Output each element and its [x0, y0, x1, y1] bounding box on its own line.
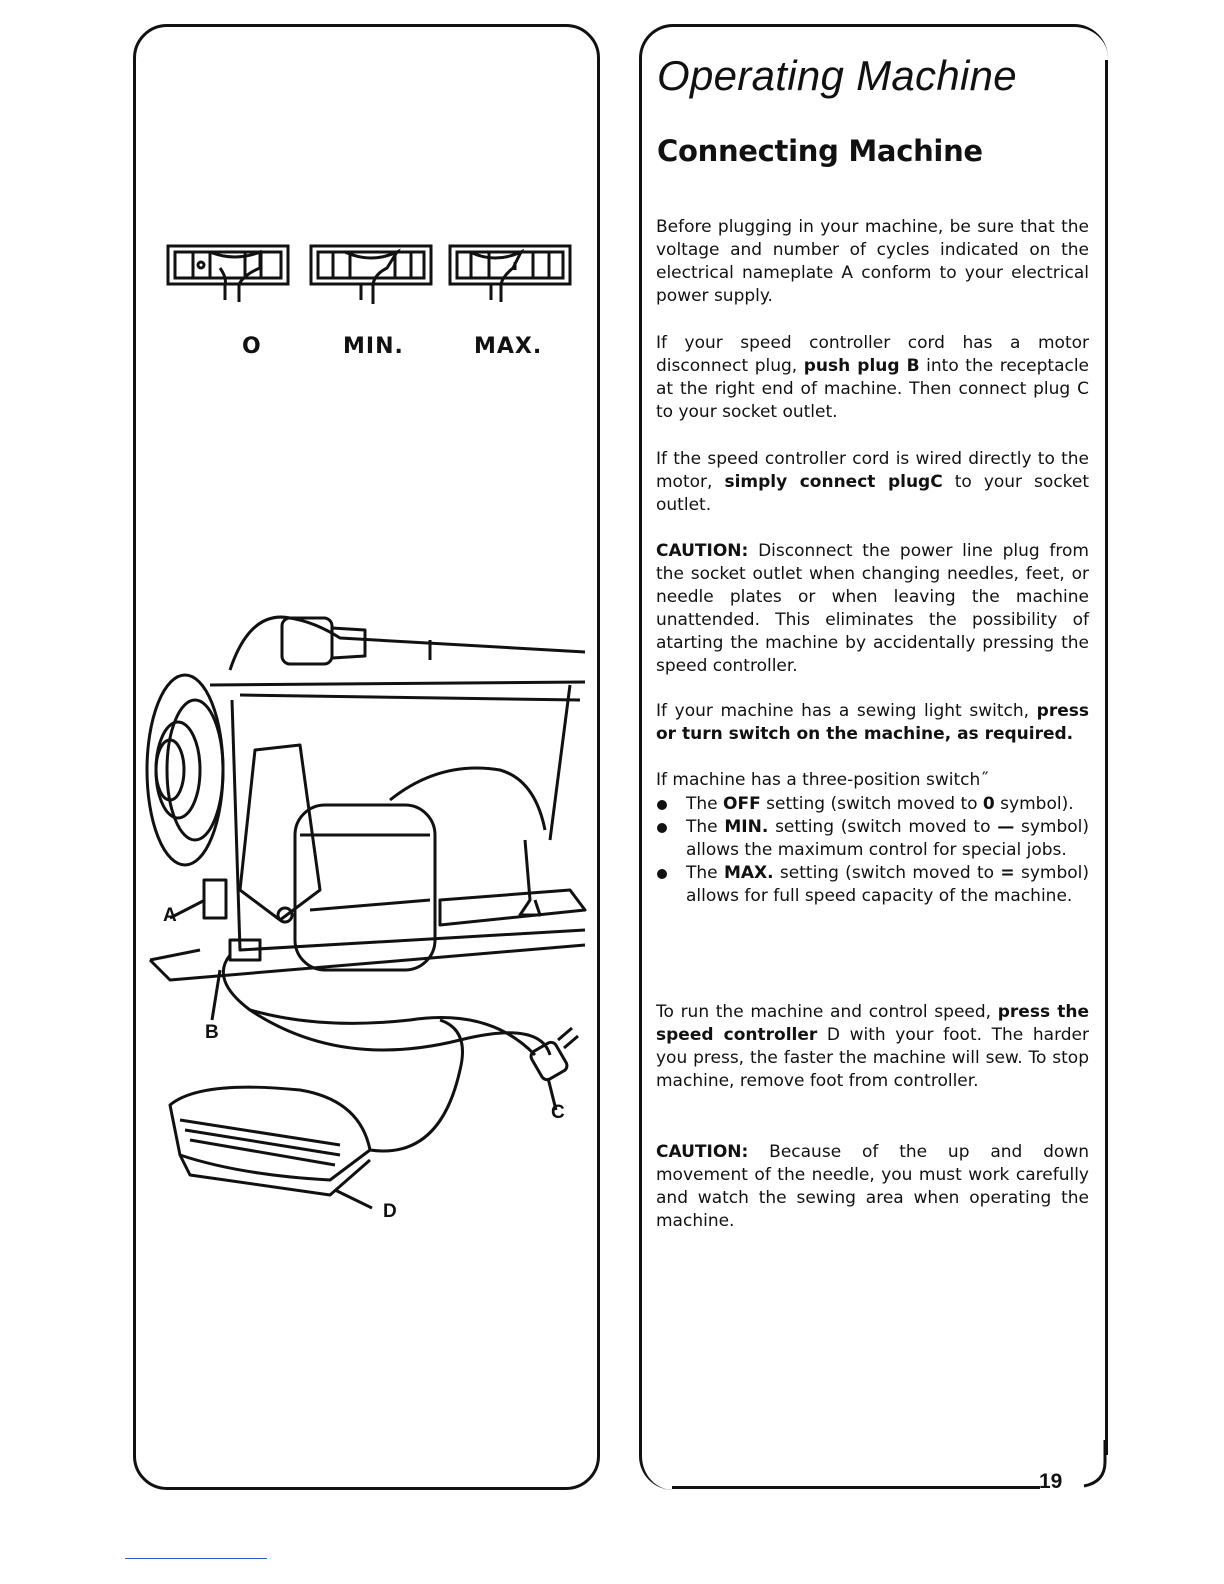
paragraph-three-position: If machine has a three-position switch˝ — [656, 770, 989, 790]
text-run: symbol) allows for full speed capacity of the machine. — [686, 863, 1090, 906]
text-run: setting (switch moved to — [766, 794, 978, 814]
setting-symbol: = — [1000, 863, 1015, 883]
text-run: symbol). — [1000, 794, 1074, 814]
setting-name: MIN. — [724, 817, 769, 837]
paragraph-run-machine — [656, 1001, 1089, 1093]
panel-corner-curl — [1064, 1440, 1108, 1490]
emphasis-text: simply connect plugC — [724, 472, 943, 492]
callout-b: B — [205, 1022, 219, 1043]
setting-symbol: — — [997, 817, 1015, 837]
section-heading: Connecting Machine — [657, 134, 983, 168]
text-run: If your speed controller cord has a motor disconnect plug, — [656, 333, 1089, 376]
switch-label-off: O — [242, 334, 262, 359]
callout-c: C — [551, 1102, 565, 1123]
text-run: into the receptacle at the right end of machine. Then connect plug C to your socket outlet. — [656, 356, 1090, 422]
text-run: to your socket outlet. — [656, 472, 1090, 515]
caution-label: CAUTION: — [656, 1142, 749, 1162]
paragraph-voltage: Before plugging in your machine, be sure that the voltage and number of cycles indicated on the electrical nameplate A conform to your electrical power supply. — [656, 217, 1089, 306]
emphasis-text: press the speed controller — [656, 1002, 1090, 1045]
switch-positions-illustration — [165, 238, 580, 310]
footer-rule — [125, 1558, 267, 1559]
text-run: If the speed controller cord is wired directly to the motor, — [656, 449, 1089, 492]
page-title: Operating Machine — [657, 52, 1017, 99]
switch-label-min: MIN. — [343, 334, 404, 359]
emphasis-text: push plug B — [803, 356, 920, 376]
callout-a: A — [163, 905, 177, 926]
callout-d: D — [383, 1201, 397, 1222]
text-run: The — [686, 817, 718, 837]
panel-border — [1105, 60, 1108, 1455]
text-run: The — [686, 863, 718, 883]
setting-symbol: 0 — [982, 794, 995, 814]
caution-label: CAUTION: — [656, 541, 749, 561]
page-number: 19 — [1039, 1470, 1063, 1493]
text-run: D with your foot. The harder you press, the faster the machine will sew. To stop machine, remove foot from controller. — [656, 1025, 1089, 1091]
list-item-min — [656, 816, 1089, 862]
text-run: If your machine has a sewing light switch, — [656, 701, 1030, 721]
setting-name: OFF — [723, 794, 761, 814]
paragraph-light-switch — [656, 700, 1089, 746]
emphasis-text: press or turn switch on the machine, as required. — [656, 701, 1089, 744]
list-item-off — [656, 793, 1089, 816]
text-run: symbol) allows the maximum control for special jobs. — [686, 817, 1090, 860]
switch-label-max: MAX. — [474, 334, 543, 359]
paragraph-disconnect-plug — [656, 332, 1089, 424]
text-run: Because of the up and down movement of the needle, you must work carefully and watch the sewing area when operating the machine. — [656, 1142, 1090, 1231]
paragraph-caution-needle — [656, 1141, 1089, 1233]
paragraph-wired-directly — [656, 448, 1089, 517]
text-run: setting (switch moved to — [779, 863, 995, 883]
setting-name: MAX. — [723, 863, 774, 883]
text-run: setting (switch moved to — [775, 817, 991, 837]
list-item-max — [656, 862, 1089, 908]
bullet-icon — [657, 800, 667, 810]
bullet-icon — [657, 823, 667, 833]
paragraph-caution-disconnect — [656, 540, 1089, 678]
text-run: Disconnect the power line plug from the socket outlet when changing needles, feet, or needle plates or when leaving the machine unattended. This eliminates the possibility of atarting the machine by accidentally pressing the speed controller. — [656, 541, 1089, 676]
text-run: To run the machine and control speed, — [656, 1002, 992, 1022]
text-run: The — [686, 794, 718, 814]
bullet-icon — [657, 869, 667, 879]
panel-border — [672, 1486, 1040, 1489]
switch-settings-list — [656, 793, 1089, 908]
sewing-machine-illustration — [140, 600, 590, 1240]
